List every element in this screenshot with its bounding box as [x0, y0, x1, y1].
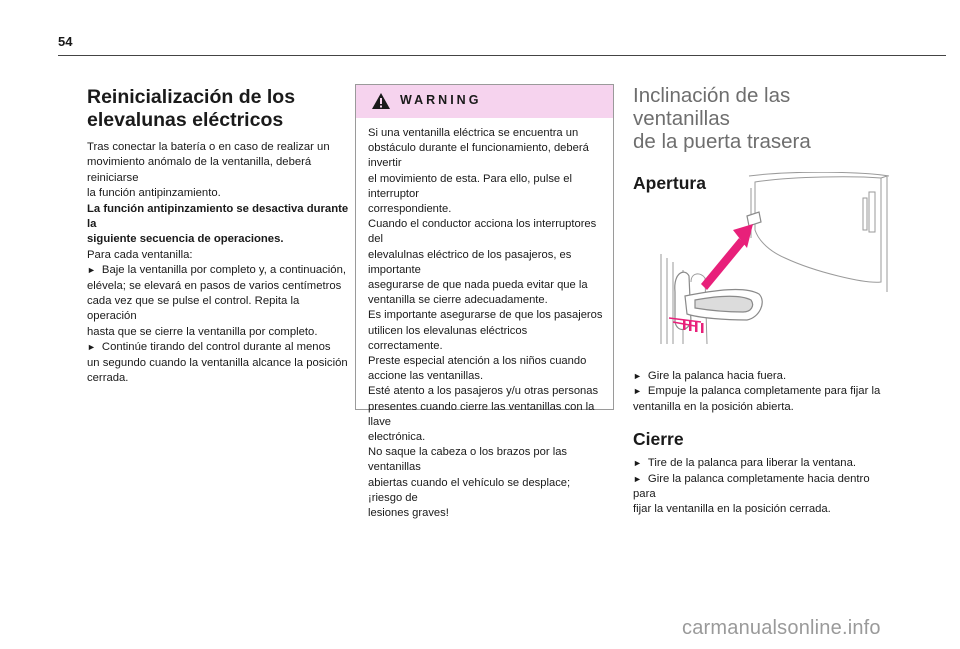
warning-line: asegurarse de que nada pueda evitar que la	[368, 279, 588, 292]
warning-triangle-icon	[371, 92, 391, 110]
warning-line: Es importante asegurarse de que los pasajeros	[368, 309, 603, 322]
bullet-arrow-icon: ►	[633, 473, 642, 484]
warning-line: No saque la cabeza o los brazos por las ventanillas	[368, 446, 568, 474]
warning-line: el movimiento de esta. Para ello, pulse el interruptor	[368, 172, 572, 200]
warning-line: Cuando el conductor acciona los interruptores del	[368, 218, 597, 246]
step-1: ► Baje la ventanilla por completo y, a continuación,	[87, 264, 346, 277]
warning-text	[356, 118, 613, 521]
warning-line: lesiones graves!	[368, 507, 449, 520]
warning-line: elevalulnas eléctrico de los pasajeros, es importante	[368, 248, 572, 276]
warning-line: presentes cuando cierre las ventanillas con la llave	[368, 400, 595, 428]
warning-line: correspondiente.	[368, 203, 452, 216]
window-lever-illustration	[655, 172, 891, 344]
bullet-arrow-icon: ►	[633, 386, 642, 397]
warning-line: accione las ventanillas.	[368, 370, 484, 383]
page-number: 54	[58, 34, 73, 49]
closing-steps: ► Tire de la palanca para liberar la ventana. ► Gire la palanca completamente hacia dentro para fijar la ventanilla en la posición cerrada.	[633, 457, 870, 516]
bullet-arrow-icon: ►	[87, 342, 96, 353]
warning-line: abiertas cuando el vehículo se desplace; ¡riesgo de	[368, 476, 571, 504]
warning-line: Preste especial atención a los niños cuando	[368, 355, 587, 368]
watermark: carmanualsonline.info	[682, 617, 881, 639]
warning-line: electrónica.	[368, 431, 426, 444]
warning-box	[355, 84, 614, 520]
warning-line: obstáculo durante el funcionamiento, deberá invertir	[368, 142, 589, 170]
bullet-arrow-icon: ►	[633, 371, 642, 381]
reset-section	[87, 86, 349, 387]
warning-title: WARNING	[400, 93, 482, 107]
tilt-title: Inclinación de las ventanillas de la puerta trasera	[633, 84, 811, 153]
bullet-arrow-icon: ►	[633, 458, 642, 469]
opening-steps: ► Gire la palanca hacia fuera. ► Empuje la palanca completamente para fijar la ventanilla en la posición abierta.	[633, 370, 881, 413]
opening-heading: Apertura	[633, 173, 706, 193]
bullet-arrow-icon: ►	[87, 265, 96, 276]
warning-line: ventanilla se cierre adecuadamente.	[368, 294, 548, 307]
warning-line: utilicen los elevalunas eléctricos correctamente.	[368, 324, 528, 352]
step-2: ► Continúe tirando del control durante al menos	[87, 341, 331, 354]
warning-header	[356, 85, 613, 118]
warning-line: Esté atento a los pasajeros y/u otras personas	[368, 385, 599, 398]
header-rule	[58, 55, 946, 56]
warning-line: Si una ventanilla eléctrica se encuentra un	[368, 127, 579, 139]
reset-body: Tras conectar la batería o en caso de realizar un movimiento anómalo de la ventanilla, deberá reiniciarse la función antipinzamiento. La función antipinzamiento se desactiva durante la siguiente secuencia de operaciones. Para cada ventanilla: ► Baje la ventanilla por completo y, a continuación, elévela; se elevará en pasos de varios centímetros cada vez que se pulse el control. Repita la operación hasta que se cierre la ventanilla por completo. ► Continúe tirando del control durante al menos un segundo cuando la ventanilla alcance la posición cerrada.	[87, 141, 349, 385]
reset-title: Reinicialización de los elevalunas eléctricos	[87, 86, 296, 131]
closing-heading: Cierre	[633, 429, 684, 450]
